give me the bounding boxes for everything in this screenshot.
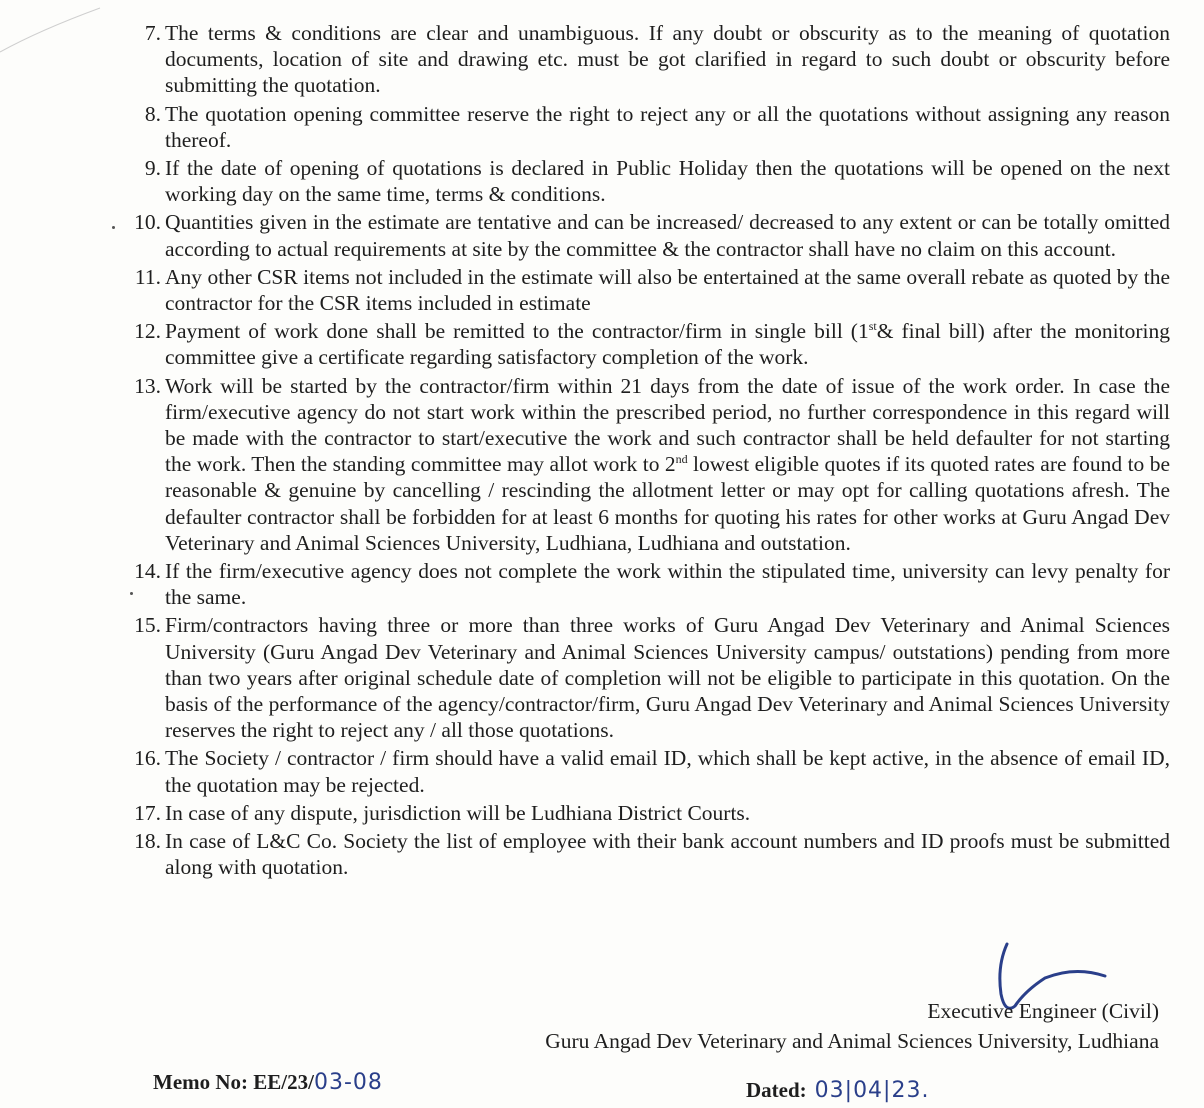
signatory-designation: Executive Engineer (Civil) (927, 999, 1159, 1023)
pencil-stroke-mark (0, 0, 110, 70)
term-text: In case of L&C Co. Society the list of employee with their bank account numbers and ID proofs must be submitted along with quotation. (165, 829, 1170, 880)
term-number: 7. (144, 21, 161, 45)
term-text: If the date of opening of quotations is declared in Public Holiday then the quotations will be opened on the next working day on the same time, terms & conditions. (165, 156, 1170, 207)
term-text: If the firm/executive agency does not complete the work within the stipulated time, university can levy penalty for the same. (165, 559, 1170, 610)
term-number: 14. (134, 559, 161, 584)
memo-number (153, 1070, 383, 1095)
terms-list (125, 20, 1170, 883)
memo-value: EE/23/ (253, 1070, 314, 1094)
term-item (125, 828, 1170, 880)
term-item (125, 318, 1170, 370)
term-number: 18. (134, 829, 161, 854)
term-number: 16. (134, 746, 161, 771)
term-item (125, 558, 1170, 610)
term-number: 15. (134, 613, 161, 638)
dated-handwritten: 03|04|23. (814, 1078, 930, 1103)
date-line (746, 1078, 929, 1103)
term-number: 17. (134, 800, 161, 825)
scan-speck (112, 226, 115, 229)
scan-speck (130, 592, 133, 595)
term-text-part: lowest eligible quotes if its quoted rates are found to be reasonable & genuine by cancelling / rescinding the allotment letter or may opt for calling quotations afresh. The defaulter contractor shall be forbidden for at least 6 months for quoting his rates for other works at Guru Angad Dev Veterinary and Animal Sciences University, Ludhiana, Ludhiana and outstation. (165, 452, 1171, 555)
term-text: The terms & conditions are clear and unambiguous. If any doubt or obscurity as to the meaning of quotation documents, location of site and drawing etc. must be got clarified in regard to such doubt or obscurity before submitting the quotation. (165, 21, 1170, 98)
memo-label: Memo No: (153, 1070, 254, 1094)
term-item (125, 800, 1170, 826)
memo-handwritten: 03-08 (313, 1070, 383, 1095)
ordinal-suffix: nd (675, 452, 688, 467)
term-text: Quantities given in the estimate are tentative and can be increased/ decreased to any extent or can be totally omitted according to actual requirements at site by the committee & the contractor shall have no claim on this account. (165, 210, 1170, 261)
dated-label: Dated: (746, 1078, 807, 1102)
term-number: 8. (144, 101, 161, 126)
signatory-organization: Guru Angad Dev Veterinary and Animal Sciences University, Ludhiana (545, 1029, 1159, 1053)
term-number: 9. (144, 156, 161, 181)
term-item (125, 101, 1170, 153)
term-item (125, 373, 1170, 556)
term-text: The Society / contractor / firm should have a valid email ID, which shall be kept active, in the absence of email ID, the quotation may be rejected. (165, 746, 1170, 797)
term-text (165, 318, 1170, 370)
term-item (125, 20, 1170, 99)
term-text: Firm/contractors having three or more than three works of Guru Angad Dev Veterinary and Animal Sciences University (Guru Angad Dev Veterinary and Animal Sciences University campus/ outstations) pending from more than two years after original schedule date of completion will not be eligible to participate in this quotation. On the basis of the performance of the agency/contractor/firm, Guru Angad Dev Veterinary and Animal Sciences University reserves the right to reject any / all those quotations. (165, 613, 1170, 743)
term-text-part: Work will be started by the contractor/firm within 21 days from the date of issue of the work order. In case the firm/executive agency do not start work within the prescribed period, no further correspondence in this regard will be made with the contractor to start/executive the work and such contractor shall be held defaulter for not starting the work. Then the standing committee may allot work to 2 (165, 373, 1170, 477)
term-item (125, 745, 1170, 797)
term-number: 12. (134, 319, 161, 344)
signature-block (545, 996, 1159, 1056)
term-item (125, 209, 1170, 261)
term-text: In case of any dispute, jurisdiction will be Ludhiana District Courts. (165, 800, 751, 825)
term-text-part: Payment of work done shall be remitted to the contractor/firm in single bill (1 (165, 319, 869, 344)
term-number: 13. (134, 373, 161, 398)
term-text (165, 373, 1170, 556)
term-number: 11. (134, 264, 161, 289)
term-item (125, 155, 1170, 207)
term-item (125, 612, 1170, 743)
term-text: Any other CSR items not included in the estimate will also be entertained at the same overall rebate as quoted by the contractor for the CSR items included in estimate (165, 264, 1170, 316)
term-number: 10. (134, 210, 161, 235)
term-text-part: & final bill) after the monitoring committee give a certificate regarding satisfactory completion of the work. (165, 319, 1171, 370)
term-item (125, 264, 1170, 316)
ordinal-suffix: st (868, 319, 877, 334)
term-text: The quotation opening committee reserve the right to reject any or all the quotations without assigning any reason thereof. (165, 101, 1170, 152)
